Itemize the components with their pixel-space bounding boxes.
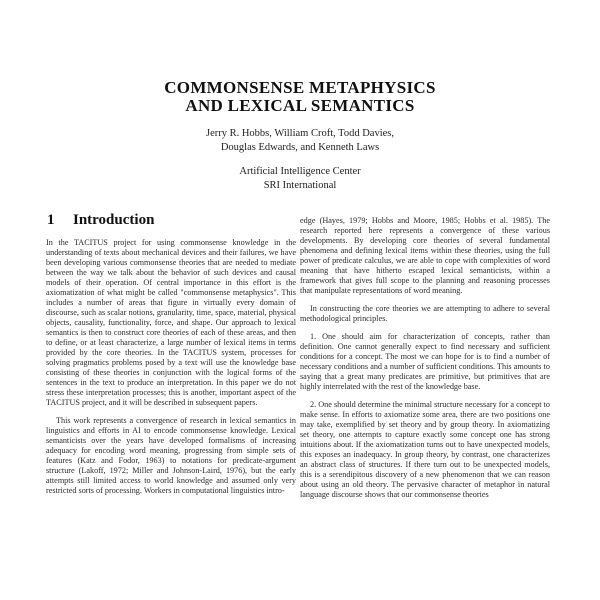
right-column [300, 216, 550, 600]
right-paragraph-4: 2. One should determine the minimal structure necessary for a concept to make sense. In efforts to axiomatize some area, there are two positions one may take, exemplified by set theory and by group theory. In axiomatizing set theory, one attempts to capture exactly some concept one has strong intuitions about. If the axiomatization turns out to have unexpected models, this exposes an inadequacy. In group theory, by contrast, one characterizes an abstract class of structures. If there turn out to be unexpected models, this is a serendipitous discovery of a new phenomenon that we can reason about using an old theory. The pervasive character of metaphor in natural language discourse shows that our commonsense theories [300, 400, 550, 499]
authors-line-1: Jerry R. Hobbs, William Croft, Todd Davies, [205, 128, 395, 139]
right-paragraph-3: 1. One should aim for characterization of concepts, rather than definition. One cannot generally expect to find necessary and sufficient conditions for a concept. The most we can hope for is to find a number of necessary conditions and a number of sufficient conditions. This amounts to saying that a great many predicates are primitive, but primitives that are highly interrelated with the rest of the knowledge base. [300, 332, 550, 391]
left-paragraph-1: In the TACITUS project for using commonsense knowledge in the understanding of texts about mechanical devices and their failures, we have been developing various commonsense theories that are needed to mediate between the way we talk about the behavior of such devices and causal models of their operation. Of central importance in this effort is the axiomatization of what might be called "commonsense metaphysics". This includes a number of areas that figure in virtually every domain of discourse, such as scalar notions, granularity, time, space, material, physical objects, causality, functionality, force, and shape. Our approach to lexical semantics is then to construct core theories of each of these areas, and then to define, or at least characterize, a large number of lexical items in terms provided by the core theories. In the TACITUS system, processes for solving pragmatics problems posed by a text will use the knowledge base consisting of these theories in conjunction with the logical forms of the sentences in the text to produce an interpretation. In this paper we do not stress these interpretation processes; this is another, important aspect of the TACITUS project, and it will be described in subsequent papers. [46, 238, 296, 407]
section-number: 1 [47, 212, 55, 228]
right-paragraph-1: edge (Hayes, 1979; Hobbs and Moore, 1985; Hobbs et al. 1985). The research reported here represents a convergence of these various developments. By developing core theories of several fundamental phenomena and defining lexical items within these theories, using the full power of predicate calculus, we are able to cope with complexities of word meaning that have hitherto escaped lexical semanticists, within a framework that gives full scope to the planning and reasoning processes that manipulate representations of word meaning. [300, 216, 550, 295]
affiliation-line-2: SRI International [263, 180, 337, 191]
left-paragraph-2: This work represents a convergence of research in lexical semantics in linguistics and efforts in AI to encode commonsense knowledge. Lexical semanticists over the years have developed formalisms of increasing adequacy for encoding word meaning, progressing from simple sets of features (Katz and Fodor, 1963) to notations for predicate-argument structure (Lakoff, 1972; Miller and Johnson-Laird, 1976), but the early attempts still limited access to world knowledge and assumed only very restricted sorts of processing. Workers in computational linguistics intro- [46, 416, 296, 495]
section-title: Introduction [73, 212, 155, 228]
paper-title-line-1: COMMONSENSE METAPHYSICS [164, 78, 436, 97]
authors-line-2: Douglas Edwards, and Kenneth Laws [220, 142, 380, 153]
paper-title-line-2: AND LEXICAL SEMANTICS [185, 96, 415, 115]
affiliation-line-1: Artificial Intelligence Center [239, 166, 361, 177]
left-column [46, 238, 296, 600]
right-paragraph-2: In constructing the core theories we are attempting to adhere to several methodological principles. [300, 304, 550, 323]
section-heading [47, 212, 154, 229]
